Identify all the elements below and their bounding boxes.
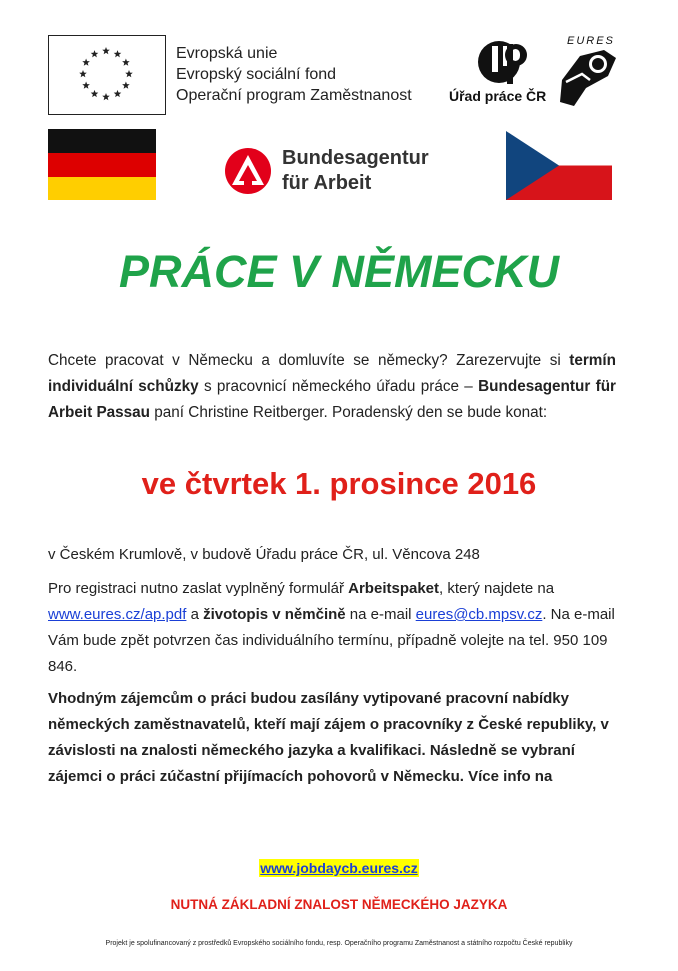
ba-text	[282, 146, 429, 196]
up-caption: Úřad práce ČR	[449, 88, 547, 104]
eu-star-icon	[125, 70, 133, 77]
eu-star-icon	[82, 59, 90, 66]
reg-text: Pro registraci nutno zaslat vyplněný formulář	[48, 580, 349, 597]
eu-star-icon	[79, 70, 87, 77]
event-date: ve čtvrtek 1. prosince 2016	[141, 466, 537, 501]
eu-star-icon	[102, 47, 110, 54]
eu-star-icon	[102, 93, 110, 100]
eu-stars-icon	[49, 36, 164, 113]
eu-line: Evropská unie	[176, 45, 278, 62]
eu-star-icon	[82, 82, 90, 89]
email-link[interactable]: eures@cb.mpsv.cz	[415, 606, 543, 623]
eu-star-icon	[114, 90, 122, 97]
up-logo-icon	[475, 36, 535, 92]
reg-text: a	[186, 606, 204, 623]
esf-line: Evropský sociální fond	[176, 66, 337, 83]
ba-logo-icon	[225, 148, 271, 194]
reg-text: na e-mail	[345, 606, 416, 623]
eu-flag-logo	[48, 35, 166, 115]
ba-line1: Bundesagentur	[282, 147, 429, 169]
intro-bold-appointment: termín individuální schůzky	[48, 352, 616, 395]
eu-star-icon	[91, 90, 99, 97]
offers-paragraph: Vhodným zájemcům o práci budou zasílány vytipované pracovní nabídky německých zaměstnavatelů, kteří mají zájem o pracovníky z České republiky, v závislosti na znalosti německého jazyka a kvalifikaci. Následně se vybraní zájemci o práci zúčastní přijímacích pohovorů v Německu. Více info na	[48, 690, 609, 785]
intro-text: s pracovnicí německého úřadu práce –	[198, 378, 479, 395]
reg-bold-cv: životopis v němčině	[203, 606, 346, 623]
intro-paragraph	[48, 348, 616, 426]
registration-paragraph	[48, 576, 628, 680]
reg-bold-form: Arbeitspaket	[348, 580, 440, 597]
eu-star-icon	[91, 50, 99, 57]
event-place: v Českém Krumlově, v budově Úřadu práce ČR, ul. Věncova 248	[48, 546, 480, 563]
intro-text: Chcete pracovat v Německu a domluvíte se německy? Zarezervujte si	[48, 352, 570, 369]
eu-star-icon	[122, 59, 130, 66]
intro-text: paní Christine Reitberger. Poradenský den se bude konat:	[150, 404, 548, 421]
czech-flag	[506, 131, 612, 200]
op-line: Operační program Zaměstnanost	[176, 87, 412, 104]
intro-bold-agency: Bundesagentur für Arbeit Passau	[48, 378, 616, 421]
eu-star-icon	[122, 82, 130, 89]
german-requirement: NUTNÁ ZÁKLADNÍ ZNALOST NĚMECKÉHO JAZYKA	[170, 897, 508, 912]
jobday-link[interactable]: www.jobdaycb.eures.cz	[260, 860, 418, 876]
eu-text-block	[176, 43, 412, 106]
eures-caption: EURES	[567, 35, 615, 47]
jobday-link-wrap	[0, 860, 678, 878]
reg-text: . Na e-mail Vám bude zpět potvrzen čas individuálního termínu, případně volejte na tel. 950 109 846.	[48, 606, 615, 675]
page-title: PRÁCE V NĚMECKU	[118, 246, 560, 297]
form-pdf-link[interactable]: www.eures.cz/ap.pdf	[48, 606, 187, 623]
ba-line2: für Arbeit	[282, 172, 372, 194]
german-flag	[48, 129, 156, 200]
footer-note: Projekt je spolufinancovaný z prostředků Evropského sociálního fondu, resp. Operačního programu Zaměstnanost a státního rozpočtu České republiky	[105, 940, 573, 947]
eu-star-icon	[114, 50, 122, 57]
reg-text: , který najdete na	[439, 580, 555, 597]
